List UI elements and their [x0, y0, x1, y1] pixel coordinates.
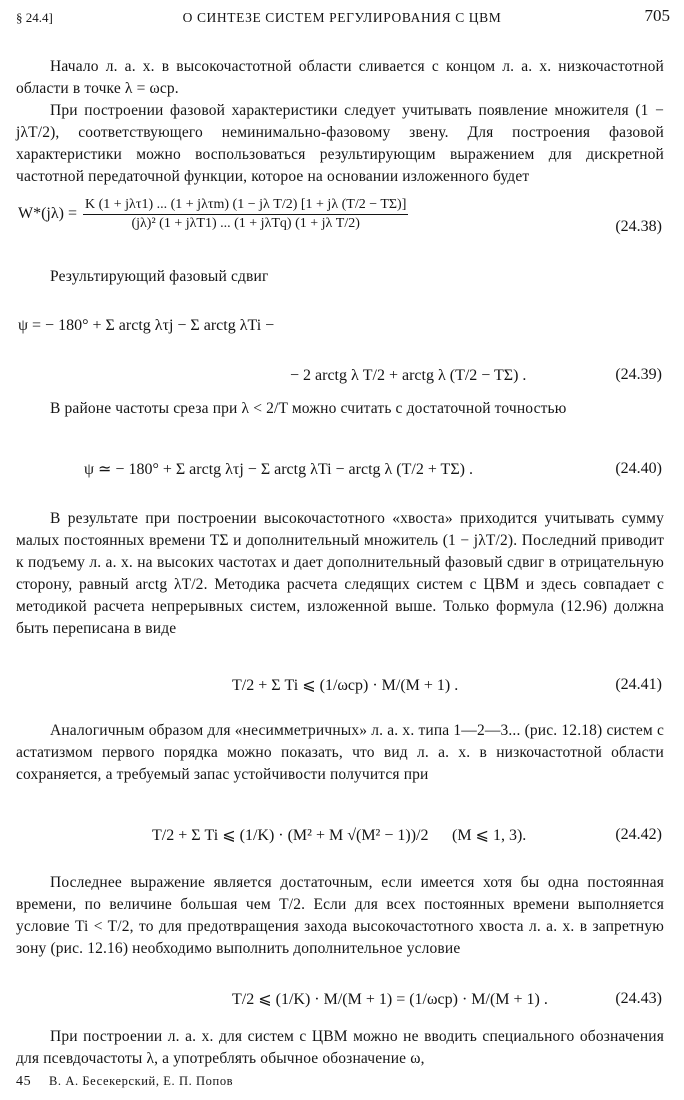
paragraph-7: Последнее выражение является достаточным, если имеется хотя бы одна постоянная времени, по величине большая чем T/2. Если для всех постоянных времени выполняется условие Ti < T/2, то для предотвращения захода высокочастотного хвоста л. а. х. в запретную зону (рис. 12.16) необходимо выполнить дополнительное условие [16, 874, 664, 957]
running-header [0, 6, 684, 30]
paragraph-4: В районе частоты среза при λ < 2/T можно считать с достаточной точностью [50, 400, 567, 417]
page-number: 705 [644, 6, 670, 25]
eq43-number: (24.43) [615, 990, 662, 1007]
page-footer [16, 1074, 233, 1090]
paragraph-3: Результирующий фазовый сдвиг [50, 268, 269, 285]
equation-24-43: T/2 ⩽ (1/K) · M/(M + 1) = (1/ωср) · M/(M + 1) . [232, 991, 548, 1008]
eq38-lhs: W*(jλ) = [18, 205, 77, 223]
paragraph-8: При построении л. а. х. для систем с ЦВМ можно не вводить специального обозначения для псевдочастоты λ, а употреблять обычное обозначение ω, [16, 1028, 664, 1067]
equation-24-40: ψ ≃ − 180° + Σ arctg λτj − Σ arctg λTi − arctg λ (T/2 + TΣ) . [84, 461, 473, 478]
equation-24-41: T/2 + Σ Ti ⩽ (1/ωср) · M/(M + 1) . [232, 677, 459, 694]
eq38-fraction [83, 196, 408, 233]
eq40-number: (24.40) [615, 460, 662, 477]
equation-24-39-line2: − 2 arctg λ T/2 + arctg λ (T/2 − TΣ) . [290, 367, 527, 384]
equation-24-42: T/2 + Σ Ti ⩽ (1/K) · (M² + M √(M² − 1))/2 [152, 827, 429, 844]
footer-authors: В. А. Бесекерский, Е. П. Попов [48, 1074, 234, 1088]
paragraph-2: При построении фазовой характеристики следует учитывать появление множителя (1 − jλT/2), соответствующего неминимально-фазовому звену. Для построения фазовой характеристики можно воспользоваться результирующим выражением для дискретной частотной передаточной функции, которое на основании изложенного будет [16, 102, 664, 185]
signature-number: 45 [16, 1074, 32, 1089]
section-ref: § 24.4] [16, 10, 53, 25]
equation-24-39-line1: ψ = − 180° + Σ arctg λτj − Σ arctg λTi − [18, 317, 275, 334]
eq41-number: (24.41) [615, 676, 662, 693]
eq38-denominator: (jλ)² (1 + jλT1) ... (1 + jλTq) (1 + jλ T/2) [131, 216, 360, 231]
paragraph-1: Начало л. а. х. в высокочастотной области сливается с концом л. а. х. низкочастотной области в точке λ = ωср. [16, 58, 664, 97]
eq38-numerator: K (1 + jλτ1) ... (1 + jλτm) (1 − jλ T/2) [1 + jλ (T/2 − TΣ)] [83, 196, 408, 215]
paragraph-5: В результате при построении высокочастотного «хвоста» приходится учитывать сумму малых постоянных времени TΣ и дополнительный множитель (1 − jλT/2). Последний приводит к подъему л. а. х. на высоких частотах и дает дополнительный фазовый сдвиг в отрицательную сторону, равный arctg λT/2. Методика расчета следящих систем с ЦВМ и здесь совпадает с методикой расчета непрерывных систем, изложенной выше. Только формула (12.96) должна быть переписана в виде [16, 510, 664, 637]
paragraph-6: Аналогичным образом для «несимметричных» л. а. х. типа 1—2—3... (рис. 12.18) систем с астатизмом первого порядка можно показать, что вид л. а. х. в низкочастотной области сохраняется, а требуемый запас устойчивости получится при [16, 722, 664, 783]
eq42-condition: (M ⩽ 1, 3). [452, 827, 527, 844]
running-title: О СИНТЕЗЕ СИСТЕМ РЕГУЛИРОВАНИЯ С ЦВМ [182, 10, 502, 25]
eq42-number: (24.42) [615, 826, 662, 843]
equation-24-38 [18, 196, 410, 233]
eq38-number: (24.38) [615, 218, 662, 235]
eq39-number: (24.39) [615, 366, 662, 383]
